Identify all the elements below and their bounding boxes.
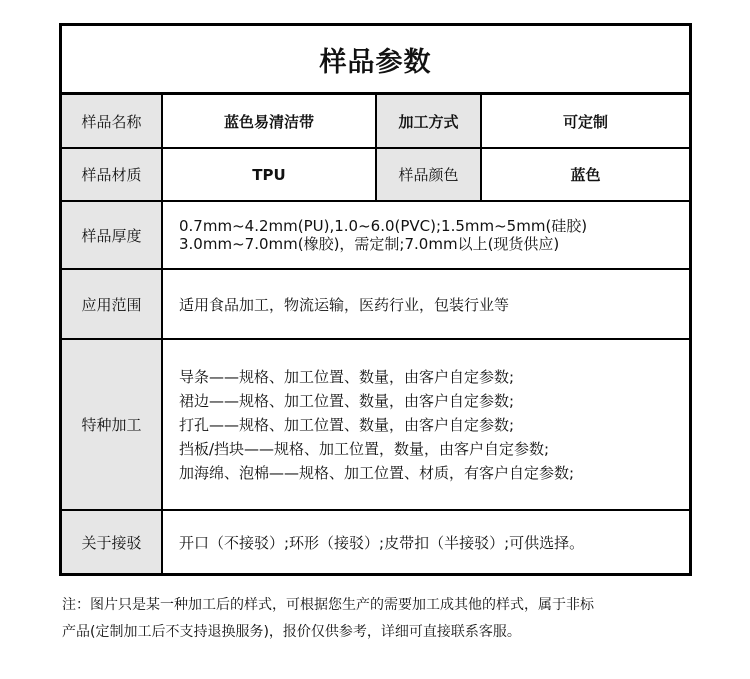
value-application-scope: 适用食品加工，物流运输，医药行业，包装行业等 <box>163 270 689 338</box>
footnote <box>62 592 702 646</box>
value-sample-material: TPU <box>163 149 377 200</box>
value-processing-method: 可定制 <box>482 95 689 147</box>
label-special-processing: 特种加工 <box>62 340 163 509</box>
special-line: 挡板/挡块——规格、加工位置，数量，由客户自定参数; <box>179 439 550 458</box>
label-sample-name: 样品名称 <box>62 95 163 147</box>
special-line: 裙边——规格、加工位置、数量，由客户自定参数; <box>179 391 515 410</box>
label-sample-material: 样品材质 <box>62 149 163 200</box>
table-row-name <box>62 95 689 149</box>
footnote-line: 产品(定制加工后不支持退换服务)，报价仅供参考，详细可直接联系客服。 <box>62 624 521 640</box>
sample-parameters-table <box>59 23 692 576</box>
label-processing-method: 加工方式 <box>377 95 482 147</box>
table-row-material <box>62 149 689 202</box>
table-row-splice <box>62 511 689 573</box>
special-line: 打孔——规格、加工位置、数量，由客户自定参数; <box>179 415 515 434</box>
label-sample-color: 样品颜色 <box>377 149 482 200</box>
value-sample-name: 蓝色易清洁带 <box>163 95 377 147</box>
value-sample-thickness <box>163 202 689 268</box>
table-row-special-processing <box>62 340 689 511</box>
value-special-processing <box>163 340 689 509</box>
special-line: 加海绵、泡棉——规格、加工位置、材质，有客户自定参数; <box>179 463 575 482</box>
footnote-line: 注：图片只是某一种加工后的样式，可根据您生产的需要加工成其他的样式，属于非标 <box>62 597 594 613</box>
table-title: 样品参数 <box>62 26 689 95</box>
table-row-application <box>62 270 689 340</box>
value-splice: 开口（不接驳）;环形（接驳）;皮带扣（半接驳）;可供选择。 <box>163 511 689 573</box>
label-application-scope: 应用范围 <box>62 270 163 338</box>
table-row-thickness <box>62 202 689 270</box>
special-line: 导条——规格、加工位置、数量，由客户自定参数; <box>179 367 515 386</box>
label-sample-thickness: 样品厚度 <box>62 202 163 268</box>
thickness-line: 3.0mm~7.0mm(橡胶)，需定制;7.0mm以上(现货供应) <box>179 235 560 253</box>
value-sample-color: 蓝色 <box>482 149 689 200</box>
thickness-line: 0.7mm~4.2mm(PU),1.0~6.0(PVC);1.5mm~5mm(硅胶) <box>179 217 588 235</box>
label-splice: 关于接驳 <box>62 511 163 573</box>
